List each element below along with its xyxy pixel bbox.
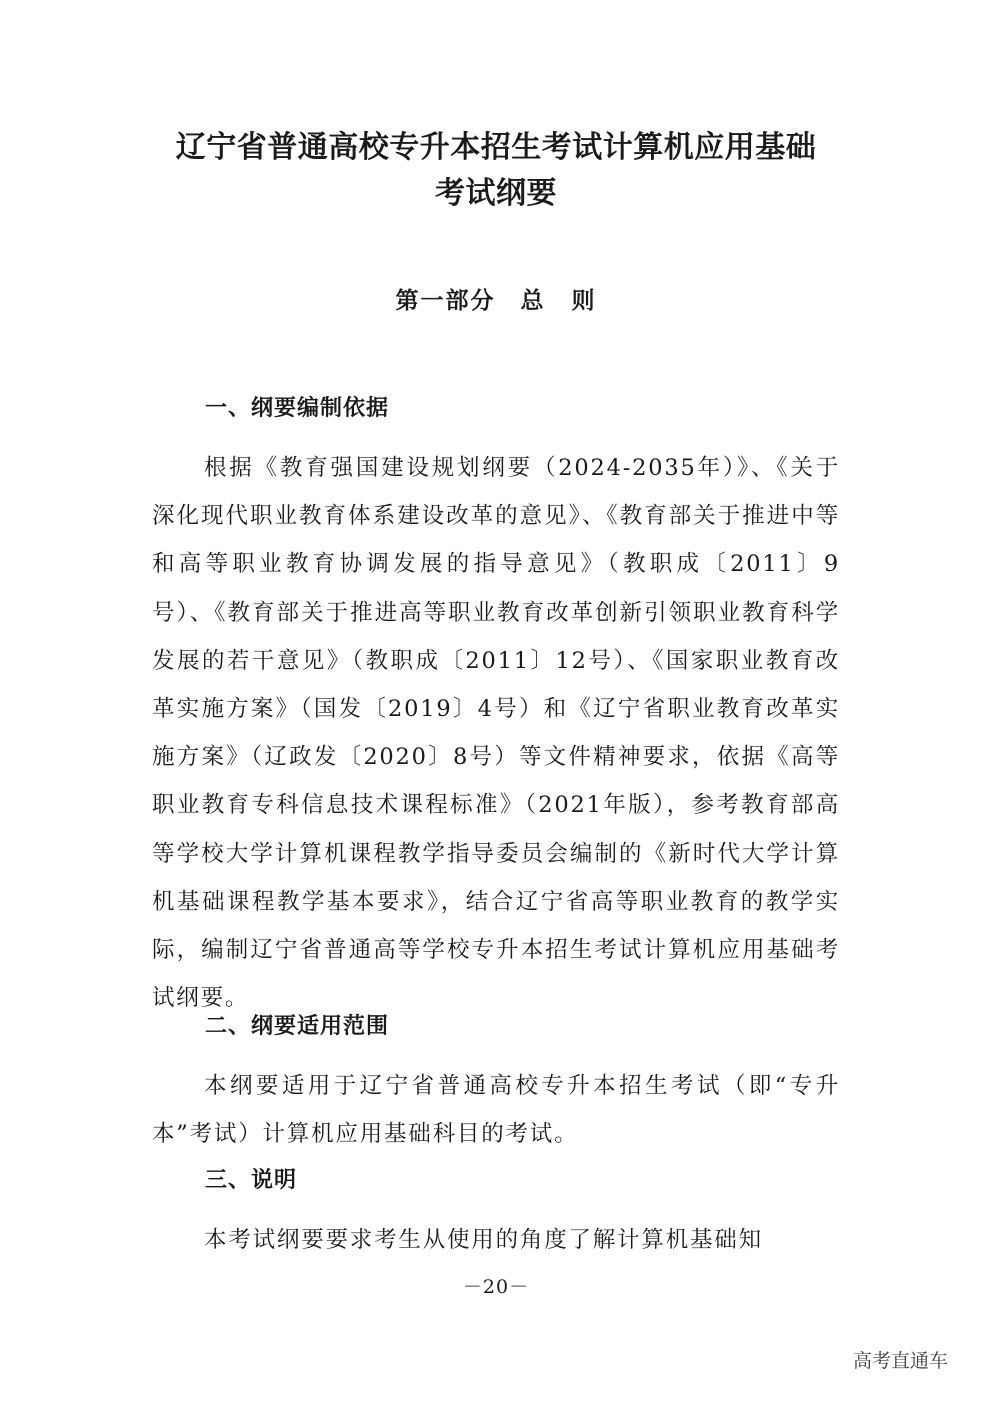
watermark: 高考直通车 [853, 1350, 949, 1372]
section-heading-2: 二、纲要适用范围 [205, 1014, 390, 1039]
section-paragraph-1: 根据《教育强国建设规划纲要（2024-2035年）》、《关于深化现代职业教育体系建设改革的意见》、《教育部关于推进中等和高等职业教育协调发展的指导意见》（教职成〔2011〕9号）、《教育部关于推进高等职业教育改革创新引领职业教育科学发展的若干意见》（教职成〔2011〕12号）、《国家职业教育改革实施方案》（国发〔2019〕4号）和《辽宁省职业教育改革实施方案》（辽政发〔2020〕8号）等文件精神要求，依据《高等职业教育专科信息技术课程标准》（2021年版），参考教育部高等学校大学计算机课程教学指导委员会编制的《新时代大学计算机基础课程教学基本要求》，结合辽宁省高等职业教育的教学实际，编制辽宁省普通高等学校专升本招生考试计算机应用基础考试纲要。 [152, 455, 840, 1012]
section-paragraph-3: 本考试纲要要求考生从使用的角度了解计算机基础知 [204, 1227, 763, 1253]
document-title-line-1: 辽宁省普通高校专升本招生考试计算机应用基础 [175, 130, 817, 165]
part-heading: 第一部分 总 则 [395, 288, 597, 314]
section-heading-1: 一、纲要编制依据 [205, 396, 390, 421]
document-title-line-2: 考试纲要 [435, 176, 557, 211]
section-heading-3: 三、说明 [205, 1168, 298, 1193]
page-number: －20－ [462, 1276, 530, 1298]
section-paragraph-2: 本纲要适用于辽宁省普通高校专升本招生考试（即“专升本”考试）计算机应用基础科目的考试。 [152, 1073, 840, 1148]
